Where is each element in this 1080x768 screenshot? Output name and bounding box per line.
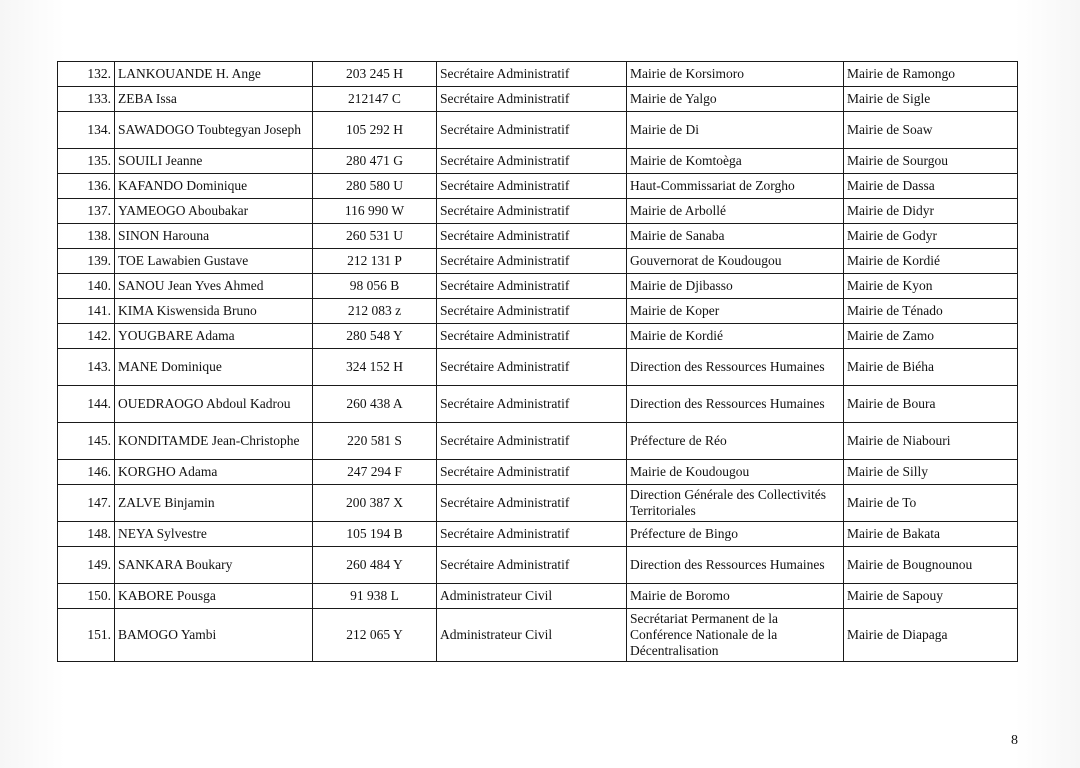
row-number-cell: 146. (58, 460, 115, 485)
origin-service-cell: Préfecture de Réo (627, 423, 844, 460)
agent-name-cell: SOUILI Jeanne (115, 149, 313, 174)
new-assignment-cell: Mairie de Sourgou (844, 149, 1018, 174)
origin-service-cell: Mairie de Kordié (627, 324, 844, 349)
job-title-cell: Secrétaire Administratif (437, 112, 627, 149)
new-assignment-cell: Mairie de Silly (844, 460, 1018, 485)
matricule-cell: 212 131 P (313, 249, 437, 274)
page-number: 8 (1011, 733, 1018, 748)
matricule-cell: 324 152 H (313, 349, 437, 386)
new-assignment-cell: Mairie de To (844, 485, 1018, 522)
matricule-cell: 212147 C (313, 87, 437, 112)
matricule-cell: 200 387 X (313, 485, 437, 522)
job-title-cell: Secrétaire Administratif (437, 249, 627, 274)
agent-name-cell: KAFANDO Dominique (115, 174, 313, 199)
row-number-cell: 139. (58, 249, 115, 274)
matricule-cell: 212 083 z (313, 299, 437, 324)
table-row (58, 112, 1018, 149)
agent-name-cell: TOE Lawabien Gustave (115, 249, 313, 274)
table-row (58, 62, 1018, 87)
agent-name-cell: KORGHO Adama (115, 460, 313, 485)
origin-service-cell: Mairie de Arbollé (627, 199, 844, 224)
table-row (58, 224, 1018, 249)
new-assignment-cell: Mairie de Soaw (844, 112, 1018, 149)
matricule-cell: 260 438 A (313, 386, 437, 423)
table-row (58, 249, 1018, 274)
table-row (58, 149, 1018, 174)
new-assignment-cell: Mairie de Bougnounou (844, 547, 1018, 584)
job-title-cell: Secrétaire Administratif (437, 199, 627, 224)
agent-name-cell: SANKARA Boukary (115, 547, 313, 584)
row-number-cell: 136. (58, 174, 115, 199)
table-row (58, 485, 1018, 522)
job-title-cell: Secrétaire Administratif (437, 423, 627, 460)
job-title-cell: Secrétaire Administratif (437, 485, 627, 522)
new-assignment-cell: Mairie de Ramongo (844, 62, 1018, 87)
origin-service-cell: Direction des Ressources Humaines (627, 349, 844, 386)
row-number-cell: 138. (58, 224, 115, 249)
row-number-cell: 134. (58, 112, 115, 149)
matricule-cell: 91 938 L (313, 584, 437, 609)
agent-name-cell: ZALVE Binjamin (115, 485, 313, 522)
matricule-cell: 105 194 B (313, 522, 437, 547)
origin-service-cell: Direction des Ressources Humaines (627, 547, 844, 584)
new-assignment-cell: Mairie de Ténado (844, 299, 1018, 324)
row-number-cell: 140. (58, 274, 115, 299)
origin-service-cell: Mairie de Sanaba (627, 224, 844, 249)
table-row (58, 609, 1018, 662)
table-row (58, 522, 1018, 547)
origin-service-cell: Haut-Commissariat de Zorgho (627, 174, 844, 199)
agent-name-cell: MANE Dominique (115, 349, 313, 386)
new-assignment-cell: Mairie de Dassa (844, 174, 1018, 199)
assignment-table-body (58, 62, 1018, 662)
table-row (58, 274, 1018, 299)
origin-service-cell: Mairie de Boromo (627, 584, 844, 609)
new-assignment-cell: Mairie de Sigle (844, 87, 1018, 112)
job-title-cell: Secrétaire Administratif (437, 149, 627, 174)
agent-name-cell: KONDITAMDE Jean-Christophe (115, 423, 313, 460)
row-number-cell: 150. (58, 584, 115, 609)
matricule-cell: 280 580 U (313, 174, 437, 199)
origin-service-cell: Mairie de Yalgo (627, 87, 844, 112)
row-number-cell: 132. (58, 62, 115, 87)
table-row (58, 349, 1018, 386)
row-number-cell: 137. (58, 199, 115, 224)
new-assignment-cell: Mairie de Godyr (844, 224, 1018, 249)
table-row (58, 423, 1018, 460)
table-row (58, 87, 1018, 112)
job-title-cell: Secrétaire Administratif (437, 547, 627, 584)
row-number-cell: 144. (58, 386, 115, 423)
matricule-cell: 260 484 Y (313, 547, 437, 584)
row-number-cell: 147. (58, 485, 115, 522)
row-number-cell: 133. (58, 87, 115, 112)
new-assignment-cell: Mairie de Didyr (844, 199, 1018, 224)
job-title-cell: Secrétaire Administratif (437, 274, 627, 299)
agent-name-cell: ZEBA Issa (115, 87, 313, 112)
agent-name-cell: KABORE Pousga (115, 584, 313, 609)
job-title-cell: Secrétaire Administratif (437, 460, 627, 485)
origin-service-cell: Gouvernorat de Koudougou (627, 249, 844, 274)
agent-name-cell: SANOU Jean Yves Ahmed (115, 274, 313, 299)
agent-name-cell: YOUGBARE Adama (115, 324, 313, 349)
agent-name-cell: SINON Harouna (115, 224, 313, 249)
table-row (58, 584, 1018, 609)
matricule-cell: 280 471 G (313, 149, 437, 174)
agent-name-cell: LANKOUANDE H. Ange (115, 62, 313, 87)
job-title-cell: Administrateur Civil (437, 609, 627, 662)
agent-name-cell: KIMA Kiswensida Bruno (115, 299, 313, 324)
table-row (58, 299, 1018, 324)
new-assignment-cell: Mairie de Niabouri (844, 423, 1018, 460)
new-assignment-cell: Mairie de Sapouy (844, 584, 1018, 609)
agent-name-cell: SAWADOGO Toubtegyan Joseph (115, 112, 313, 149)
row-number-cell: 151. (58, 609, 115, 662)
origin-service-cell: Secrétariat Permanent de la Conférence Nationale de la Décentralisation (627, 609, 844, 662)
row-number-cell: 141. (58, 299, 115, 324)
table-row (58, 547, 1018, 584)
agent-name-cell: YAMEOGO Aboubakar (115, 199, 313, 224)
matricule-cell: 98 056 B (313, 274, 437, 299)
row-number-cell: 142. (58, 324, 115, 349)
matricule-cell: 260 531 U (313, 224, 437, 249)
matricule-cell: 203 245 H (313, 62, 437, 87)
job-title-cell: Secrétaire Administratif (437, 386, 627, 423)
new-assignment-cell: Mairie de Diapaga (844, 609, 1018, 662)
job-title-cell: Secrétaire Administratif (437, 349, 627, 386)
row-number-cell: 145. (58, 423, 115, 460)
job-title-cell: Administrateur Civil (437, 584, 627, 609)
table-row (58, 174, 1018, 199)
matricule-cell: 105 292 H (313, 112, 437, 149)
matricule-cell: 116 990 W (313, 199, 437, 224)
matricule-cell: 212 065 Y (313, 609, 437, 662)
agent-name-cell: OUEDRAOGO Abdoul Kadrou (115, 386, 313, 423)
agent-name-cell: BAMOGO Yambi (115, 609, 313, 662)
job-title-cell: Secrétaire Administratif (437, 299, 627, 324)
job-title-cell: Secrétaire Administratif (437, 62, 627, 87)
new-assignment-cell: Mairie de Boura (844, 386, 1018, 423)
origin-service-cell: Mairie de Koper (627, 299, 844, 324)
new-assignment-cell: Mairie de Kyon (844, 274, 1018, 299)
origin-service-cell: Mairie de Koudougou (627, 460, 844, 485)
row-number-cell: 143. (58, 349, 115, 386)
origin-service-cell: Mairie de Korsimoro (627, 62, 844, 87)
agent-name-cell: NEYA Sylvestre (115, 522, 313, 547)
origin-service-cell: Direction Générale des Collectivités Territoriales (627, 485, 844, 522)
job-title-cell: Secrétaire Administratif (437, 324, 627, 349)
row-number-cell: 148. (58, 522, 115, 547)
table-row (58, 460, 1018, 485)
origin-service-cell: Mairie de Di (627, 112, 844, 149)
job-title-cell: Secrétaire Administratif (437, 522, 627, 547)
origin-service-cell: Préfecture de Bingo (627, 522, 844, 547)
matricule-cell: 247 294 F (313, 460, 437, 485)
origin-service-cell: Direction des Ressources Humaines (627, 386, 844, 423)
job-title-cell: Secrétaire Administratif (437, 224, 627, 249)
new-assignment-cell: Mairie de Zamo (844, 324, 1018, 349)
job-title-cell: Secrétaire Administratif (437, 174, 627, 199)
row-number-cell: 149. (58, 547, 115, 584)
row-number-cell: 135. (58, 149, 115, 174)
matricule-cell: 280 548 Y (313, 324, 437, 349)
new-assignment-cell: Mairie de Biéha (844, 349, 1018, 386)
assignment-table (57, 61, 1018, 662)
origin-service-cell: Mairie de Djibasso (627, 274, 844, 299)
table-row (58, 199, 1018, 224)
new-assignment-cell: Mairie de Kordié (844, 249, 1018, 274)
matricule-cell: 220 581 S (313, 423, 437, 460)
table-row (58, 324, 1018, 349)
table-row (58, 386, 1018, 423)
new-assignment-cell: Mairie de Bakata (844, 522, 1018, 547)
job-title-cell: Secrétaire Administratif (437, 87, 627, 112)
origin-service-cell: Mairie de Komtoèga (627, 149, 844, 174)
